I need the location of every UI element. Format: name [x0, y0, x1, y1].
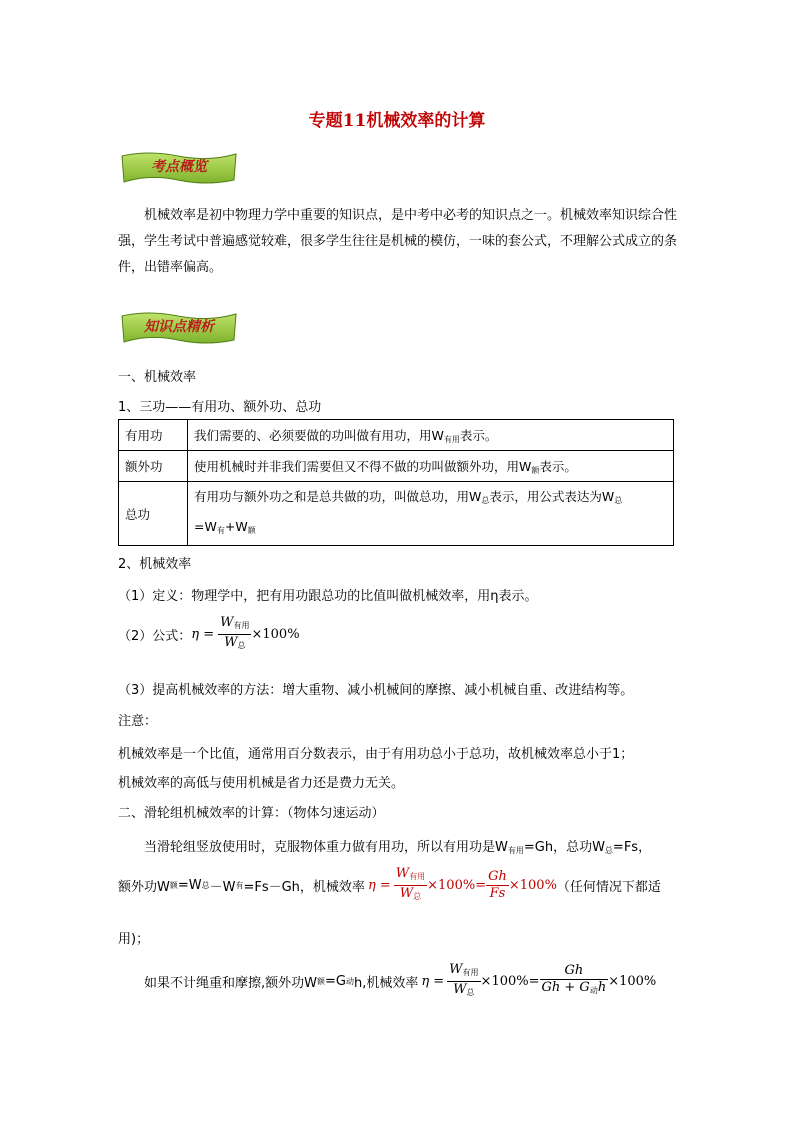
- table-cell-text: 使用机械时并非我们需要但又不得不做的功叫做额外功，用$W_额$表示。: [188, 451, 674, 482]
- section-banner-analysis: [118, 310, 240, 346]
- fraction-gh-ideal: $\frac{Gh}{Gh + G_动h}$: [541, 963, 607, 995]
- page-title: 专题11机械效率的计算: [308, 111, 486, 131]
- three-works-table: [118, 419, 674, 546]
- section-banner-overview: [118, 150, 240, 186]
- efficiency-equation: η = $\frac{W_{有用}}{W_总}$ ×100%= $\frac{Gh}{Fs}$ ×100%: [365, 866, 557, 905]
- table-row: [119, 482, 674, 546]
- pulley-paragraph-2: 额外功W 额 =W 总 －W 有 =Fs－Gh，机械效率 η = $\frac{W_{有用}}{W_总}$ ×100%= $\frac{Gh}{Fs}$ ×100% （任何情况下都适: [118, 864, 661, 906]
- banner-label: 知识点精析: [144, 319, 214, 335]
- table-cell-text: 有用功与额外功之和是总共做的功，叫做总功，用$W_总$表示，用公式表达为$W_总$ $=W_有+W_额$: [188, 482, 674, 546]
- intro-paragraph: 机械效率是初中物理力学中重要的知识点，是中考中必考的知识点之一。机械效率知识综合性强，学生考试中普遍感觉较难，很多学生往往是机械的模仿，一味的套公式，不理解公式成立的条件，出错率偏高。: [118, 208, 678, 275]
- table-cell-label: 有用功: [119, 420, 188, 451]
- section-heading-2: 二、滑轮组机械效率的计算：（物体匀速运动）: [118, 806, 385, 821]
- formula-label: （2）公式：: [118, 628, 192, 644]
- methods-text: （3）提高机械效率的方法：增大重物、减小机械间的摩擦、减小机械自重、改进结构等。: [118, 683, 634, 698]
- note-line-1: 机械效率是一个比值，通常用百分数表示，由于有用功总小于总功，故机械效率总小于1；: [118, 747, 634, 762]
- table-row: [119, 420, 674, 451]
- section-heading-1: 一、机械效率: [118, 370, 197, 385]
- note-heading: 注意：: [118, 714, 158, 729]
- banner-label: 考点概览: [151, 159, 207, 175]
- fraction-gh-fs: $\frac{Gh}{Fs}$: [488, 868, 507, 901]
- fraction-useful-total: $\frac{W_{有用}}{W_总}$: [395, 865, 426, 901]
- applicability-note: （任何情况下都适: [556, 879, 661, 895]
- item-heading-three-works: 1、三功——有用功、额外功、总功: [118, 400, 322, 415]
- item-heading-efficiency: 2、机械效率: [118, 557, 192, 572]
- table-cell-label: 总功: [119, 482, 188, 546]
- table-row: [119, 451, 674, 482]
- pulley-paragraph-3: 用)；: [118, 932, 150, 947]
- note-line-2: 机械效率的高低与使用机械是省力还是费力无关。: [118, 776, 405, 791]
- definition-text: （1）定义：物理学中，把有用功跟总功的比值叫做机械效率，用η表示。: [118, 589, 538, 604]
- formula-eta: η =: [191, 626, 215, 642]
- fraction-useful-total: $\frac{W_{有用}}{W_总}$: [449, 961, 479, 997]
- pulley-paragraph-4: 如果不计绳重和摩擦,额外功W 额 =G 动 h,机械效率 η = $\frac{W_{有用}}{W_总}$ ×100%= $\frac{Gh}{Gh + G_动h}$ ×100%: [144, 960, 656, 1002]
- formula-line: [118, 614, 300, 654]
- pulley-paragraph-1: 当滑轮组竖放使用时，克服物体重力做有用功，所以有用功是$W_{有用}=Gh$，总功$W_总=Fs$，: [144, 840, 652, 855]
- ideal-efficiency-equation: η = $\frac{W_{有用}}{W_总}$ ×100%= $\frac{Gh}{Gh + G_动h}$ ×100%: [418, 962, 656, 1001]
- table-cell-label: 额外功: [119, 451, 188, 482]
- formula-tail: ×100%: [251, 626, 300, 642]
- formula-fraction: $\frac{W_{有用}}{W_总}$: [220, 614, 250, 650]
- table-cell-text: 我们需要的、必须要做的功叫做有用功，用$W_{有用}$表示。: [188, 420, 674, 451]
